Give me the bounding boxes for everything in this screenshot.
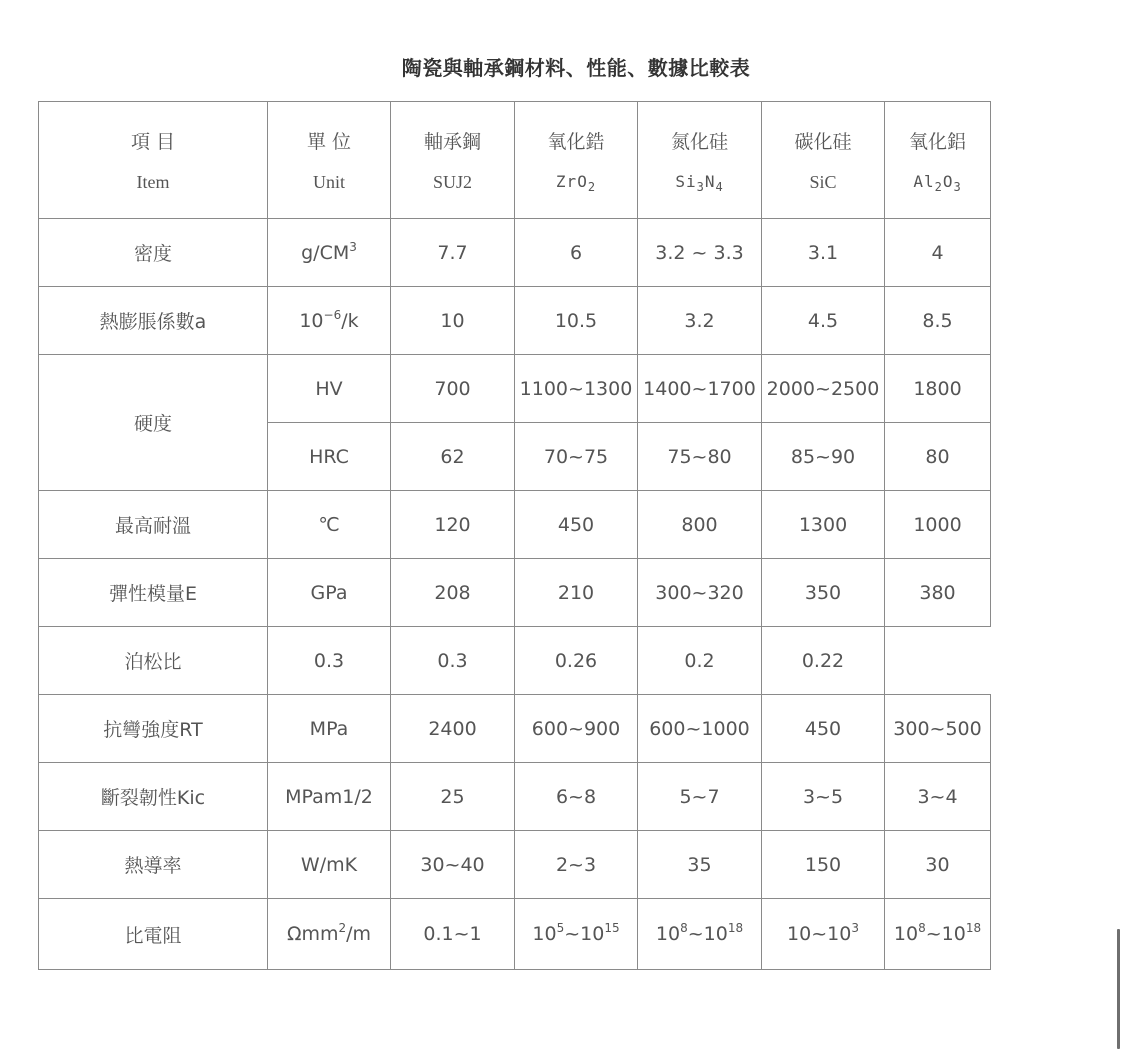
- header-item-en: Item: [136, 172, 170, 192]
- header-zro2-formula: ZrO$_2$: [555, 171, 597, 194]
- cell-value: 7.7: [391, 219, 515, 287]
- row-unit: HRC: [268, 423, 391, 491]
- cell-value: 120: [391, 491, 515, 559]
- header-unit-en: Unit: [312, 172, 345, 192]
- cell-value: 4.5: [762, 287, 885, 355]
- cell-value: 62: [391, 423, 515, 491]
- cell-value: 1300: [762, 491, 885, 559]
- row-unit: W/mK: [268, 831, 391, 899]
- cell-value: 70~75: [515, 423, 638, 491]
- row-label: 硬度: [39, 355, 268, 491]
- row-label: 斷裂韌性Kic: [39, 763, 268, 831]
- row-resistivity: [39, 899, 991, 970]
- cell-value: 3~5: [762, 763, 885, 831]
- cell-value: 0.22: [762, 627, 885, 695]
- cell-value: 1100~1300: [515, 355, 638, 423]
- cell-value: $10^5\sim 10^{15}$: [515, 899, 638, 970]
- header-bearing-zh: 軸承鋼: [423, 131, 481, 153]
- row-unit: 0.3: [268, 627, 391, 695]
- header-unit: [268, 102, 391, 219]
- cell-value: 2~3: [515, 831, 638, 899]
- header-al2o3-zh: 氧化鋁: [908, 130, 966, 153]
- cell-value: 300~500: [885, 695, 991, 763]
- row-label: 最高耐溫: [39, 491, 268, 559]
- header-unit-zh: 單 位: [306, 131, 352, 153]
- cell-value: 2400: [391, 695, 515, 763]
- cell-value: $10\sim 10^3$: [762, 899, 885, 970]
- comparison-table: [38, 101, 991, 970]
- row-label: 熱導率: [39, 831, 268, 899]
- row-unit: ℃: [268, 491, 391, 559]
- cell-value: 8.5: [885, 287, 991, 355]
- cell-value: 1800: [885, 355, 991, 423]
- header-item: [39, 102, 268, 219]
- header-sic: [762, 102, 885, 219]
- row-unit: MPa: [268, 695, 391, 763]
- row-fracture-toughness: [39, 763, 991, 831]
- cell-value: 800: [638, 491, 762, 559]
- cell-value: 150: [762, 831, 885, 899]
- cell-value: 1400~1700: [638, 355, 762, 423]
- row-thermal-conductivity: [39, 831, 991, 899]
- cell-value: 0.1~1: [391, 899, 515, 970]
- cell-value: 700: [391, 355, 515, 423]
- row-unit: Ωmm$^2$/m: [268, 899, 391, 970]
- row-label: 熱膨脹係數a: [39, 287, 268, 355]
- row-unit: MPam1/2: [268, 763, 391, 831]
- cell-empty: [885, 627, 991, 695]
- header-sic-zh: 碳化硅: [794, 131, 852, 153]
- cell-value: 2000~2500: [762, 355, 885, 423]
- row-label: 抗彎強度RT: [39, 695, 268, 763]
- row-density: [39, 219, 991, 287]
- header-si3n4-zh: 氮化硅: [670, 130, 728, 153]
- header-si3n4-formula: $Si_3N_4$: [675, 171, 724, 194]
- header-row: [39, 102, 991, 219]
- cell-value: 10.5: [515, 287, 638, 355]
- cell-value: 600~900: [515, 695, 638, 763]
- row-unit: $10^{-6}/k$: [268, 287, 391, 355]
- header-bearing-en: SUJ2: [432, 172, 472, 192]
- cell-value: 3.2: [638, 287, 762, 355]
- header-sic-en: SiC: [809, 172, 837, 192]
- cell-value: 208: [391, 559, 515, 627]
- cell-value: 35: [638, 831, 762, 899]
- cell-value: 1000: [885, 491, 991, 559]
- cell-value: 25: [391, 763, 515, 831]
- row-label: 泊松比: [39, 627, 268, 695]
- row-label: 密度: [39, 219, 268, 287]
- row-flexural-strength: [39, 695, 991, 763]
- header-si3n4: [638, 102, 762, 219]
- header-al2o3: [885, 102, 991, 219]
- vertical-scrollbar[interactable]: [1117, 929, 1120, 1049]
- row-elastic-modulus: [39, 559, 991, 627]
- page-title: 陶瓷與軸承鋼材料、性能、數據比較表: [401, 56, 751, 80]
- cell-value: $10^8\sim 10^{18}$: [885, 899, 991, 970]
- row-unit: HV: [268, 355, 391, 423]
- row-hardness-hv: [39, 355, 991, 423]
- header-zro2: [515, 102, 638, 219]
- cell-value: 450: [762, 695, 885, 763]
- cell-value: 3~4: [885, 763, 991, 831]
- row-poisson-ratio: [39, 627, 991, 695]
- header-item-zh: 項 目: [130, 131, 176, 153]
- cell-value: 0.2: [638, 627, 762, 695]
- cell-value: 30~40: [391, 831, 515, 899]
- header-zro2-zh: 氧化鋯: [547, 130, 605, 153]
- row-unit: GPa: [268, 559, 391, 627]
- header-al2o3-formula: $Al_2O_3$: [913, 171, 962, 194]
- row-label: 比電阻: [39, 899, 268, 970]
- cell-value: $10^8\sim 10^{18}$: [638, 899, 762, 970]
- row-label: 彈性模量E: [39, 559, 268, 627]
- cell-value: 30: [885, 831, 991, 899]
- cell-value: 3.1: [762, 219, 885, 287]
- cell-value: 350: [762, 559, 885, 627]
- cell-value: 450: [515, 491, 638, 559]
- cell-value: 4: [885, 219, 991, 287]
- row-max-temp: [39, 491, 991, 559]
- header-bearing-steel: [391, 102, 515, 219]
- cell-value: 380: [885, 559, 991, 627]
- cell-value: 210: [515, 559, 638, 627]
- cell-value: 0.3: [391, 627, 515, 695]
- cell-value: 10: [391, 287, 515, 355]
- row-unit: $g/CM^3$: [268, 219, 391, 287]
- cell-value: 6: [515, 219, 638, 287]
- cell-value: 600~1000: [638, 695, 762, 763]
- row-thermal-expansion: [39, 287, 991, 355]
- cell-value: 3.2 ~ 3.3: [638, 219, 762, 287]
- cell-value: 300~320: [638, 559, 762, 627]
- cell-value: 6~8: [515, 763, 638, 831]
- cell-value: 5~7: [638, 763, 762, 831]
- cell-value: 0.26: [515, 627, 638, 695]
- cell-value: 80: [885, 423, 991, 491]
- cell-value: 85~90: [762, 423, 885, 491]
- cell-value: 75~80: [638, 423, 762, 491]
